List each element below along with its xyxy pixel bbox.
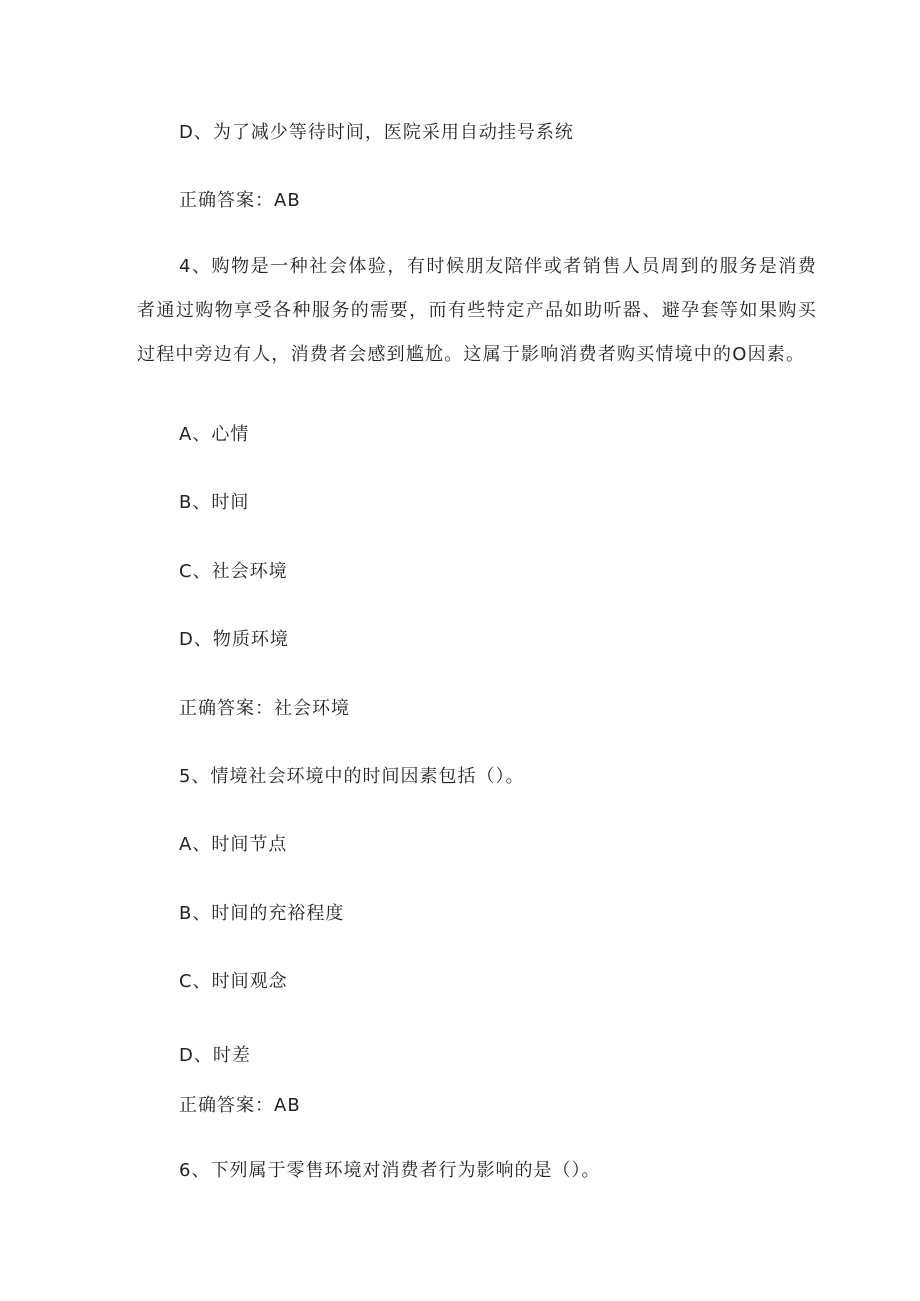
- q5-option-c: C、时间观念: [179, 971, 288, 992]
- q3-answer: 正确答案：AB: [179, 190, 301, 211]
- q4-option-b: B、时间: [179, 492, 250, 513]
- q6-stem: 6、下列属于零售环境对消费者行为影响的是（）。: [179, 1160, 601, 1181]
- q4-option-d: D、物质环境: [179, 629, 289, 650]
- q5-option-b: B、时间的充裕程度: [179, 903, 345, 924]
- q5-answer: 正确答案：AB: [179, 1095, 301, 1116]
- q4-answer: 正确答案：社会环境: [179, 698, 350, 719]
- q5-option-a: A、时间节点: [179, 834, 288, 855]
- q5-option-d: D、时差: [179, 1045, 251, 1066]
- q4-stem: 4、购物是一种社会体验，有时候朋友陪伴或者销售人员周到的服务是消费者通过购物享受各种服务的需要，而有些特定产品如助听器、避孕套等如果购买过程中旁边有人，消费者会感到尴尬。这属于影响消费者购买情境中的O因素。: [137, 256, 817, 365]
- q4-option-a: A、心情: [179, 424, 250, 445]
- q4-option-c: C、社会环境: [179, 561, 288, 582]
- q5-stem: 5、情境社会环境中的时间因素包括（）。: [179, 766, 525, 787]
- q3-option-d: D、为了减少等待时间，医院采用自动挂号系统: [179, 122, 574, 143]
